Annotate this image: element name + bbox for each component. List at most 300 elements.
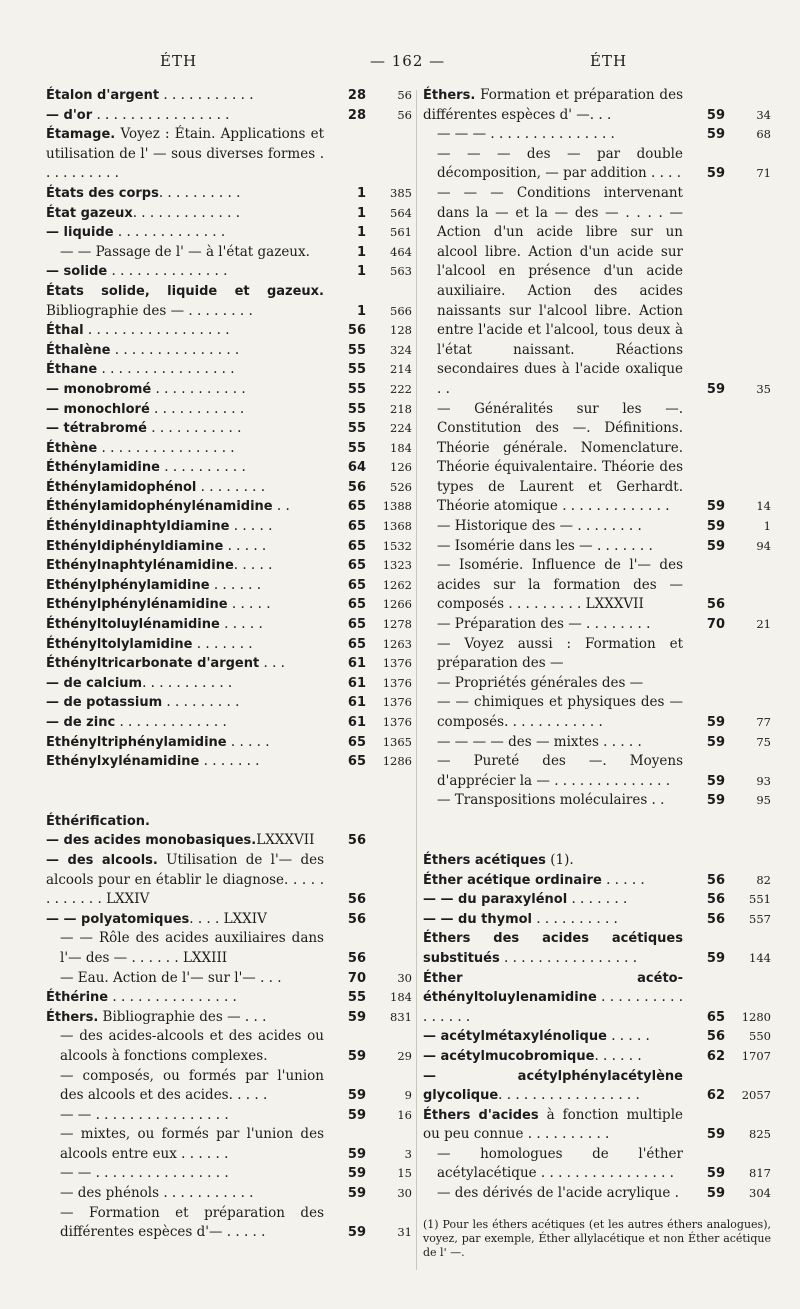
entry-heading: États des corps xyxy=(46,185,159,201)
volume-number: 61 xyxy=(347,715,366,730)
volume-number: 64 xyxy=(347,460,366,476)
entry-text xyxy=(46,125,412,184)
entry-description: — — — Conditions intervenant dans la — et la — des — . . . . — Action d'un acide libre sur un alcool libre. Action d'un acide sur l'alcool en présence d'un acide auxiliaire. Action des acides naissants sur l'alcool libre. Action entre l'acide et l'alcool, tous deux à l'état naissant. Réactions secondaires dues à l'acide oxalique . . xyxy=(437,184,683,397)
entry-description: — Généralités sur les —. Constitution des —. Définitions. Théorie générale. Nomenclature. Théorie équivalentaire. Théorie des types de Laurent et Gerhardt. Théorie atomique . . . . . . . . . . . . . xyxy=(437,400,683,515)
index-entry xyxy=(423,537,771,557)
index-entry xyxy=(46,1204,412,1243)
page-reference: 1376 xyxy=(382,675,412,690)
index-entry xyxy=(46,752,412,772)
section-gap xyxy=(46,772,412,812)
index-entry xyxy=(46,262,412,282)
page-reference: 21 xyxy=(756,617,771,632)
entry-heading: Ethénylxylénamidine xyxy=(46,754,200,770)
entry-description: . . . . . . . . . . . xyxy=(151,380,246,397)
page-reference: 1323 xyxy=(382,558,412,573)
entry-heading: Éther acéto-éthényltoluylenamidine xyxy=(423,970,683,1006)
index-entry xyxy=(423,615,771,635)
volume-number: 59 xyxy=(706,715,725,730)
index-entry xyxy=(423,752,771,791)
volume-number: 56 xyxy=(706,911,725,927)
page-reference: 214 xyxy=(390,362,412,377)
index-entry xyxy=(423,184,771,400)
entry-heading: Éthénylamidophénol xyxy=(46,479,197,495)
entry-description: . . . . . xyxy=(229,518,273,535)
page-reference: 35 xyxy=(756,381,771,396)
page-reference: 1262 xyxy=(382,577,412,592)
volume-number: 59 xyxy=(347,1088,366,1104)
index-entry xyxy=(46,969,412,989)
volume-number: 55 xyxy=(347,401,366,417)
index-entry xyxy=(46,831,412,851)
page-reference: 1278 xyxy=(382,617,412,632)
entry-description: Voyez : Étain. Applications et utilisation de l' — sous diverses formes . . . . . . . . . . xyxy=(46,126,324,182)
page-reference: 1532 xyxy=(382,538,412,553)
page-reference: 30 xyxy=(397,1186,412,1201)
entry-description: — mixtes, ou formés par l'union des alcools entre eux . . . . . . xyxy=(60,1126,324,1162)
page-reference: 126 xyxy=(390,460,412,475)
entry-description: — — Rôle des acides auxiliaires dans l'— des — . . . . . . LXXIII xyxy=(60,930,324,966)
entry-heading: État gazeux xyxy=(46,205,133,221)
volume-number: 59 xyxy=(706,950,725,966)
volume-number: 56 xyxy=(347,833,366,849)
entry-description: — homologues de l'éther acétylacétique . . . . . . . . . . . . . . . . xyxy=(437,1145,683,1182)
index-entry xyxy=(423,969,771,1028)
entry-text xyxy=(423,851,771,871)
entry-description: . . . . . xyxy=(601,871,645,888)
entry-heading: — solide xyxy=(46,264,108,280)
index-entry xyxy=(46,497,412,517)
entry-heading: — monobromé xyxy=(46,381,152,397)
page-reference: 557 xyxy=(749,911,771,926)
right-entry-list xyxy=(423,86,771,1204)
volume-number: 56 xyxy=(347,950,366,966)
index-entry xyxy=(423,1027,771,1047)
index-entry xyxy=(423,400,771,518)
page-reference: 464 xyxy=(390,244,412,259)
entry-heading: Étamage. xyxy=(46,127,116,143)
page-reference: 1280 xyxy=(741,1009,771,1024)
index-entry xyxy=(46,419,412,439)
page-reference: 56 xyxy=(397,88,412,102)
index-entry xyxy=(423,145,771,184)
index-entry xyxy=(46,1184,412,1204)
volume-number: 65 xyxy=(347,519,366,535)
volume-number: 59 xyxy=(347,1048,366,1064)
entry-description: . . . . . . . . . . . . . . xyxy=(107,263,228,280)
entry-heading: — acétylmétaxylénolique xyxy=(423,1029,607,1045)
entry-heading: Éthers d'acides xyxy=(423,1107,539,1123)
index-entry xyxy=(46,595,412,615)
entry-description: . . . . . . . . . . xyxy=(532,910,618,927)
volume-number: 59 xyxy=(706,773,725,789)
entry-description: (1). xyxy=(545,851,574,868)
entry-description: — — — — des — mixtes . . . . . xyxy=(437,733,642,750)
page-reference: 68 xyxy=(756,127,771,142)
index-entry xyxy=(423,871,771,891)
entry-heading: Éthers. xyxy=(423,88,476,103)
entry-description: . . . . . . . xyxy=(567,891,628,908)
volume-number: 59 xyxy=(706,793,725,809)
entry-heading: Ethénylphénylamidine xyxy=(46,577,210,593)
index-entry xyxy=(46,125,412,184)
index-entry xyxy=(46,1106,412,1126)
volume-number: 62 xyxy=(706,1048,725,1064)
index-entry xyxy=(423,890,771,910)
page-reference: 526 xyxy=(390,479,412,494)
entry-heading: — liquide xyxy=(46,225,114,241)
volume-number: 1 xyxy=(356,244,366,260)
entry-heading: Ethényldiphényldiamine xyxy=(46,538,224,554)
entry-description: — — — . . . . . . . . . . . . . . . xyxy=(437,126,615,143)
index-entry xyxy=(423,517,771,537)
index-entry xyxy=(423,86,771,125)
page-reference: 14 xyxy=(756,499,771,514)
volume-number: 56 xyxy=(347,892,366,908)
page-reference: 29 xyxy=(397,1048,412,1063)
volume-number: 55 xyxy=(347,440,366,456)
entry-description: . . . . . xyxy=(606,1028,650,1045)
volume-number: 61 xyxy=(347,656,366,672)
index-entry xyxy=(46,478,412,498)
volume-number: 59 xyxy=(706,1166,725,1182)
entry-heading: Éthérine xyxy=(46,990,109,1006)
entry-heading: Étalon d'argent xyxy=(46,88,160,103)
entry-description: . . . . . . . . . . . . . . . . xyxy=(423,989,683,1025)
index-entry xyxy=(46,851,412,910)
page-reference: 184 xyxy=(390,440,412,455)
volume-number: 1 xyxy=(356,264,366,280)
index-entry xyxy=(46,812,412,832)
volume-number: 55 xyxy=(347,342,366,358)
entry-heading: — — polyatomiques xyxy=(46,911,190,927)
entry-heading: États solide, liquide et gazeux. xyxy=(46,283,324,299)
page-number: — 162 — xyxy=(370,52,446,70)
entry-description: . . . . . . . . . . . . . . . . xyxy=(97,361,235,378)
entry-description: . . . . . . . . . . . . . . . . . xyxy=(498,1087,640,1104)
entry-description: . . . . . . . . xyxy=(196,478,266,495)
page-reference: 831 xyxy=(390,1009,412,1024)
entry-description: . . . . . . . . . . . . . . . . . xyxy=(83,322,230,339)
page-reference: 1266 xyxy=(382,597,412,612)
entry-description: à fonction multiple ou peu connue . . . . . . . . . . xyxy=(423,1106,684,1143)
entry-description: . . . . . . . . . . . xyxy=(146,420,242,437)
volume-number: 70 xyxy=(706,617,725,633)
page-reference: 75 xyxy=(756,734,771,749)
entry-text xyxy=(46,812,412,832)
volume-number: 65 xyxy=(347,558,366,574)
index-entry xyxy=(46,106,412,126)
index-entry xyxy=(423,693,771,732)
volume-number: 55 xyxy=(347,381,366,397)
entry-heading: — — du paraxylénol xyxy=(423,892,568,908)
entry-description: . . . . . xyxy=(233,557,273,574)
page-reference: 15 xyxy=(397,1166,412,1181)
entry-heading: Éthers acétiques xyxy=(423,852,546,868)
entry-description: . . xyxy=(272,498,290,515)
volume-number: 55 xyxy=(347,362,366,378)
index-entry xyxy=(46,1027,412,1066)
entry-heading: — de zinc xyxy=(46,715,116,730)
volume-number: 59 xyxy=(347,1107,366,1123)
volume-number: 56 xyxy=(347,911,366,927)
entry-heading: — de potassium xyxy=(46,695,163,711)
entry-heading: — de calcium xyxy=(46,675,143,691)
volume-number: 59 xyxy=(347,1166,366,1182)
volume-number: 1 xyxy=(356,185,366,201)
page-reference: 551 xyxy=(749,892,771,907)
index-entry xyxy=(46,204,412,224)
page-reference: 1376 xyxy=(382,695,412,710)
page-reference: 1376 xyxy=(382,656,412,671)
page-reference: 1707 xyxy=(741,1048,771,1063)
entry-description: . . . . . xyxy=(227,596,271,613)
index-entry xyxy=(46,439,412,459)
volume-number: 65 xyxy=(347,754,366,770)
entry-description: — — — des — par double décomposition, — par addition . . . . xyxy=(437,145,683,182)
page-reference: 1 xyxy=(763,519,771,534)
index-entry xyxy=(46,674,412,694)
entry-description: . . . . . . . . . xyxy=(162,694,240,711)
page-reference: 94 xyxy=(756,538,771,553)
entry-description: . . . . . . . xyxy=(192,635,253,652)
entry-heading: — monochloré xyxy=(46,401,150,417)
volume-number: 56 xyxy=(706,872,725,888)
entry-description: . . . . . . . xyxy=(199,753,260,770)
entry-description: . . . . . . . . . . . . . . . . xyxy=(92,106,230,123)
volume-number: 59 xyxy=(347,1146,366,1162)
section-gap xyxy=(423,811,771,851)
volume-number: 28 xyxy=(347,88,366,103)
entry-description: . . . . . xyxy=(223,537,267,554)
left-column xyxy=(46,86,412,1243)
volume-number: 65 xyxy=(347,577,366,593)
running-head-right: ÉTH xyxy=(590,52,628,70)
entry-heading: Éthalène xyxy=(46,342,111,358)
page-reference: 825 xyxy=(749,1127,771,1142)
entry-heading: Éthers. xyxy=(46,1009,99,1025)
entry-description: . . . . LXXIV xyxy=(189,910,267,927)
entry-description: Utilisation de l'— des alcools pour en établir le diagnose. . . . . . . . . . . . LXXIV xyxy=(46,851,325,908)
column-divider xyxy=(416,90,417,1270)
entry-description: . . . xyxy=(259,655,285,672)
index-entry xyxy=(46,1067,412,1106)
entry-heading: — d'or xyxy=(46,107,93,123)
right-column xyxy=(423,86,771,1260)
entry-description: — — . . . . . . . . . . . . . . . . xyxy=(60,1165,229,1182)
entry-description: . . . . . . . . . . xyxy=(159,459,246,476)
index-entry xyxy=(46,988,412,1008)
entry-heading: Éthers des acides acétiques substitués xyxy=(423,931,683,966)
entry-heading: Éthényltolylamidine xyxy=(46,636,193,652)
entry-heading: Éthérification. xyxy=(46,813,150,829)
page-reference: 82 xyxy=(756,872,771,887)
entry-description: . . . . . . . . . . . xyxy=(149,400,245,417)
volume-number: 65 xyxy=(347,636,366,652)
page-reference: 128 xyxy=(390,323,412,338)
entry-description: — des phénols . . . . . . . . . . . xyxy=(60,1185,254,1202)
index-entry xyxy=(46,693,412,713)
index-entry xyxy=(46,537,412,557)
volume-number: 59 xyxy=(706,734,725,750)
index-entry xyxy=(423,910,771,930)
page-reference: 1368 xyxy=(382,519,412,534)
volume-number: 65 xyxy=(347,597,366,613)
page-reference: 222 xyxy=(390,381,412,396)
volume-number: 65 xyxy=(347,617,366,633)
entry-heading: Ethénylphénylénamidine xyxy=(46,597,228,613)
volume-number: 59 xyxy=(706,1186,725,1202)
entry-heading: Éthénylamidophénylénamidine xyxy=(46,499,273,515)
footnote: (1) Pour les éthers acétiques (et les autres éthers analogues), voyez, par exemple, Éther allylacétique et non Éther acétique de l' —. xyxy=(423,1217,771,1259)
index-entry xyxy=(46,400,412,420)
entry-description: — composés, ou formés par l'union des alcools et des acides. . . . . xyxy=(60,1067,324,1104)
page-reference: 31 xyxy=(397,1225,412,1240)
index-entry xyxy=(46,321,412,341)
volume-number: 59 xyxy=(706,519,725,535)
entry-description: — Propriétés générales des — xyxy=(437,674,644,691)
index-entry xyxy=(423,556,771,615)
index-entry xyxy=(423,1106,771,1145)
entry-text xyxy=(423,184,771,400)
entry-description: — Transpositions moléculaires . . xyxy=(437,792,665,809)
volume-number: 70 xyxy=(347,970,366,986)
entry-description: — — chimiques et physiques des — composés. . . . . . . . . . . . xyxy=(437,694,683,730)
volume-number: 55 xyxy=(347,421,366,437)
volume-number: 59 xyxy=(706,107,725,123)
entry-description: . . . . . . . . . . . xyxy=(142,674,233,691)
index-entry xyxy=(46,733,412,753)
volume-number: 56 xyxy=(347,323,366,339)
volume-number: 59 xyxy=(347,1186,366,1202)
entry-description: — Formation et préparation des différentes espèces d'— . . . . . xyxy=(60,1204,324,1241)
entry-heading: — des alcools. xyxy=(46,852,158,868)
page-reference: 56 xyxy=(397,107,412,122)
volume-number: 59 xyxy=(706,499,725,515)
entry-heading: — tétrabromé xyxy=(46,421,147,437)
entry-description: . . . . . xyxy=(219,616,263,633)
page-reference: 9 xyxy=(404,1088,412,1103)
index-entry xyxy=(423,929,771,968)
entry-description: — Voyez aussi : Formation et préparation des — xyxy=(437,635,683,672)
page-reference: 2057 xyxy=(741,1088,771,1103)
entry-description: . . . . . . . . . . . . . xyxy=(113,224,226,241)
page-reference: 550 xyxy=(749,1029,771,1044)
page-reference: 304 xyxy=(749,1186,771,1201)
entry-heading: Éthénylamidine xyxy=(46,460,160,476)
index-entry xyxy=(423,635,771,674)
page-reference: 95 xyxy=(756,793,771,808)
index-entry xyxy=(46,458,412,478)
index-entry xyxy=(423,1047,771,1067)
index-entry xyxy=(423,125,771,145)
volume-number: 1 xyxy=(356,303,366,319)
index-entry xyxy=(46,556,412,576)
index-entry xyxy=(46,1125,412,1164)
entry-text xyxy=(423,674,771,694)
volume-number: 55 xyxy=(347,990,366,1006)
entry-description: . . . . . . . . . . . . . . . . xyxy=(97,439,235,456)
page-reference: 30 xyxy=(397,970,412,985)
entry-description: — Isomérie. Influence de l'— des acides sur la formation des — composés . . . . . . . . . LXXXVII xyxy=(437,557,683,613)
volume-number: 61 xyxy=(347,675,366,691)
page-reference: 71 xyxy=(756,166,771,181)
entry-heading: Éther acétique ordinaire xyxy=(423,872,602,888)
index-entry xyxy=(46,1164,412,1184)
index-entry xyxy=(46,86,412,106)
entry-description: LXXXVII xyxy=(256,832,315,849)
entry-heading: — acétylphénylacétylène glycolique xyxy=(423,1068,683,1104)
index-entry xyxy=(423,1067,771,1106)
page-reference: 77 xyxy=(756,715,771,729)
volume-number: 59 xyxy=(706,538,725,554)
page-reference: 561 xyxy=(390,225,412,240)
entry-description: — Eau. Action de l'— sur l'— . . . xyxy=(60,969,282,986)
index-entry xyxy=(46,929,412,968)
page-reference: 1388 xyxy=(382,499,412,514)
page-reference: 566 xyxy=(390,303,412,318)
index-entry xyxy=(46,517,412,537)
page-reference: 34 xyxy=(756,107,771,122)
index-entry xyxy=(423,733,771,753)
page-reference: 93 xyxy=(756,773,771,788)
page-reference: 1263 xyxy=(382,636,412,651)
volume-number: 59 xyxy=(706,166,725,182)
volume-number: 59 xyxy=(347,1009,366,1025)
volume-number: 1 xyxy=(356,205,366,221)
entry-description: Bibliographie des — . . . . . . . . xyxy=(46,302,253,319)
entry-heading: Ethényltriphénylamidine xyxy=(46,734,227,750)
index-entry xyxy=(423,1145,771,1184)
index-entry xyxy=(46,282,412,321)
entry-description: . . . . . . . . . . . . . . . xyxy=(110,341,240,358)
entry-description: — Pureté des —. Moyens d'apprécier la — . . . . . . . . . . . . . . xyxy=(437,753,683,789)
volume-number: 59 xyxy=(706,1127,725,1143)
page-reference: 385 xyxy=(390,185,412,200)
volume-number: 65 xyxy=(706,1009,725,1025)
page-reference: 184 xyxy=(390,990,412,1005)
index-entry xyxy=(423,791,771,811)
index-entry xyxy=(46,910,412,930)
entry-heading: Éthal xyxy=(46,323,84,339)
index-entry xyxy=(46,615,412,635)
page-reference: 563 xyxy=(390,264,412,279)
index-entry xyxy=(423,1184,771,1204)
volume-number: 28 xyxy=(347,107,366,123)
entry-heading: — des acides monobasiques. xyxy=(46,833,257,849)
index-entry xyxy=(46,713,412,733)
entry-description: Bibliographie des — . . . xyxy=(98,1008,267,1025)
page-reference: 16 xyxy=(397,1107,412,1122)
entry-heading: — acétylmucobromique xyxy=(423,1048,595,1064)
index-entry xyxy=(46,380,412,400)
volume-number: 59 xyxy=(706,127,725,143)
page-reference: 1286 xyxy=(382,754,412,769)
page-reference: 324 xyxy=(390,342,412,357)
index-entry xyxy=(46,360,412,380)
entry-heading: Éthényltricarbonate d'argent xyxy=(46,656,260,672)
page-reference: 224 xyxy=(390,421,412,436)
volume-number: 56 xyxy=(706,597,725,613)
entry-description: Formation et préparation des différentes espèces d' —. . . xyxy=(423,87,683,123)
index-entry xyxy=(423,674,771,694)
entry-description: . . . . . . . . . . . xyxy=(159,87,254,103)
entry-description: — — . . . . . . . . . . . . . . . . xyxy=(60,1106,229,1123)
entry-description: . . . . . . . . . . . . . . . . xyxy=(499,949,638,966)
entry-description: . . . . . . . . . . . . . xyxy=(115,714,227,730)
page-reference: 1376 xyxy=(382,715,412,729)
entry-description: — Préparation des — . . . . . . . . xyxy=(437,616,651,633)
volume-number: 56 xyxy=(347,479,366,495)
